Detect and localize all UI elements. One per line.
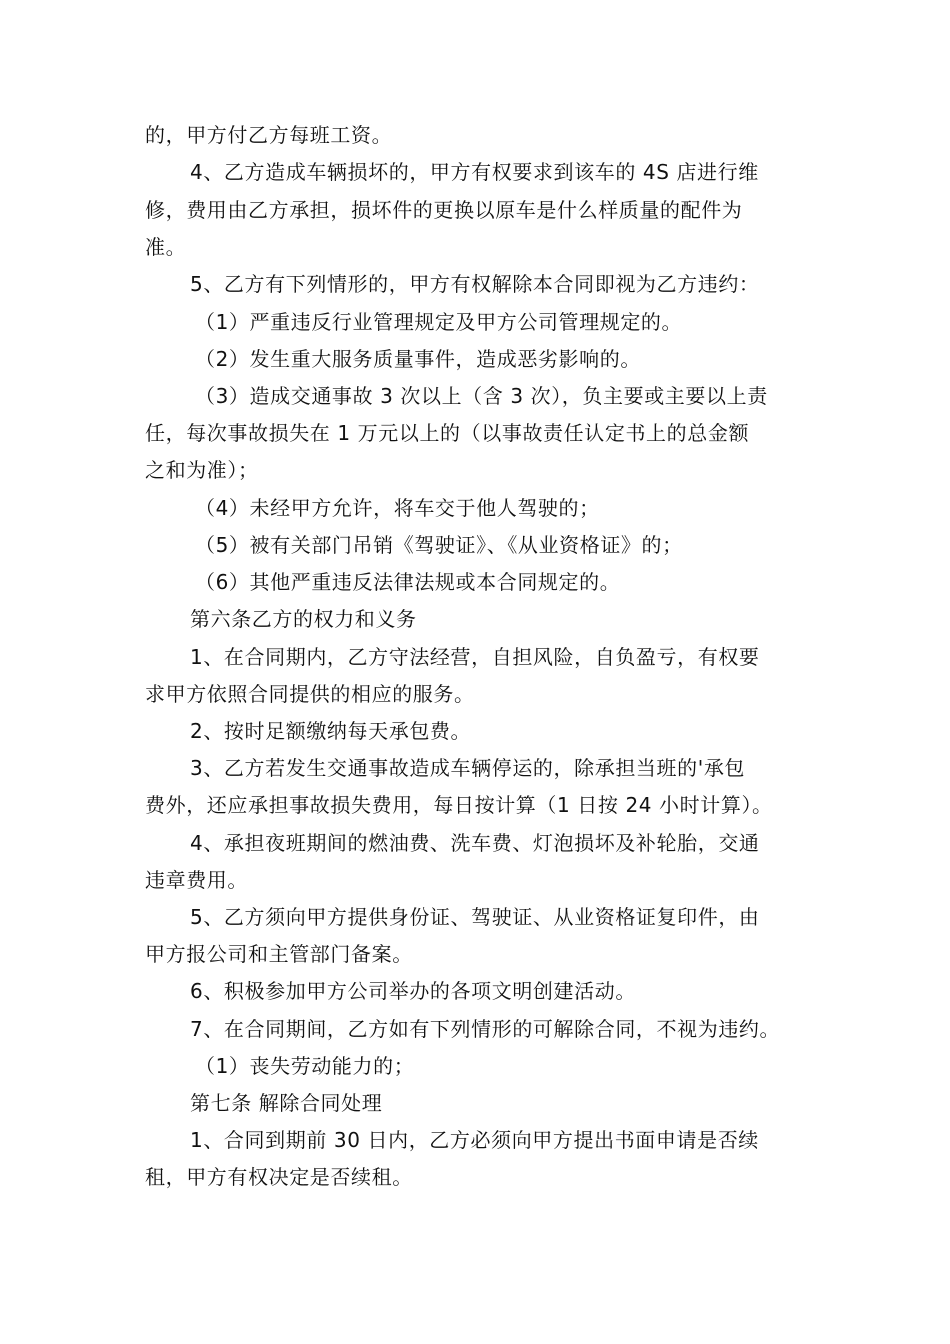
paragraph-line: 求甲方依照合同提供的相应的服务。 bbox=[145, 682, 475, 706]
paragraph-line: 1、合同到期前 30 日内，乙方必须向甲方提出书面申请是否续 bbox=[190, 1128, 759, 1152]
paragraph-line: 的，甲方付乙方每班工资。 bbox=[145, 123, 393, 147]
paragraph-line: 甲方报公司和主管部门备案。 bbox=[145, 942, 413, 966]
paragraph-line: 6、积极参加甲方公司举办的各项文明创建活动。 bbox=[190, 979, 636, 1003]
paragraph-line: （1）严重违反行业管理规定及甲方公司管理规定的。 bbox=[195, 310, 683, 334]
paragraph-line: 1、在合同期内，乙方守法经营，自担风险，自负盈亏，有权要 bbox=[190, 645, 760, 669]
paragraph-line: 4、承担夜班期间的燃油费、洗车费、灯泡损坏及补轮胎，交通 bbox=[190, 831, 760, 855]
paragraph-line: 之和为准）； bbox=[145, 458, 259, 482]
paragraph-line: 任，每次事故损失在 1 万元以上的（以事故责任认定书上的总金额 bbox=[145, 421, 750, 445]
paragraph-line: 准。 bbox=[145, 235, 187, 259]
paragraph-line: （2）发生重大服务质量事件，造成恶劣影响的。 bbox=[195, 347, 641, 371]
paragraph-line: （5）被有关部门吊销《驾驶证》、《从业资格证》的； bbox=[195, 533, 683, 557]
paragraph-line: 修，费用由乙方承担，损坏件的更换以原车是什么样质量的配件为 bbox=[145, 198, 743, 222]
paragraph-line: （4）未经甲方允许，将车交于他人驾驶的； bbox=[195, 496, 600, 520]
paragraph-line: （6）其他严重违反法律法规或本合同规定的。 bbox=[195, 570, 621, 594]
paragraph-line: （3）造成交通事故 3 次以上（含 3 次），负主要或主要以上责 bbox=[195, 384, 768, 408]
paragraph-line: 费外，还应承担事故损失费用，每日按计算（1 日按 24 小时计算）。 bbox=[145, 793, 773, 817]
paragraph-line: 7、在合同期间，乙方如有下列情形的可解除合同，不视为违约。 bbox=[190, 1017, 781, 1041]
paragraph-line: 违章费用。 bbox=[145, 868, 248, 892]
section-heading: 第七条 解除合同处理 bbox=[190, 1091, 383, 1115]
paragraph-line: 4、乙方造成车辆损坏的，甲方有权要求到该车的 4S 店进行维 bbox=[190, 160, 759, 184]
paragraph-line: 3、乙方若发生交通事故造成车辆停运的，除承担当班的'承包 bbox=[190, 756, 746, 780]
section-heading: 第六条乙方的权力和义务 bbox=[190, 607, 417, 631]
paragraph-line: 租，甲方有权决定是否续租。 bbox=[145, 1165, 413, 1189]
paragraph-line: 5、乙方须向甲方提供身份证、驾驶证、从业资格证复印件，由 bbox=[190, 905, 760, 929]
paragraph-line: 5、乙方有下列情形的，甲方有权解除本合同即视为乙方违约： bbox=[190, 272, 760, 296]
paragraph-line: （1）丧失劳动能力的； bbox=[195, 1054, 415, 1078]
paragraph-line: 2、按时足额缴纳每天承包费。 bbox=[190, 719, 472, 743]
